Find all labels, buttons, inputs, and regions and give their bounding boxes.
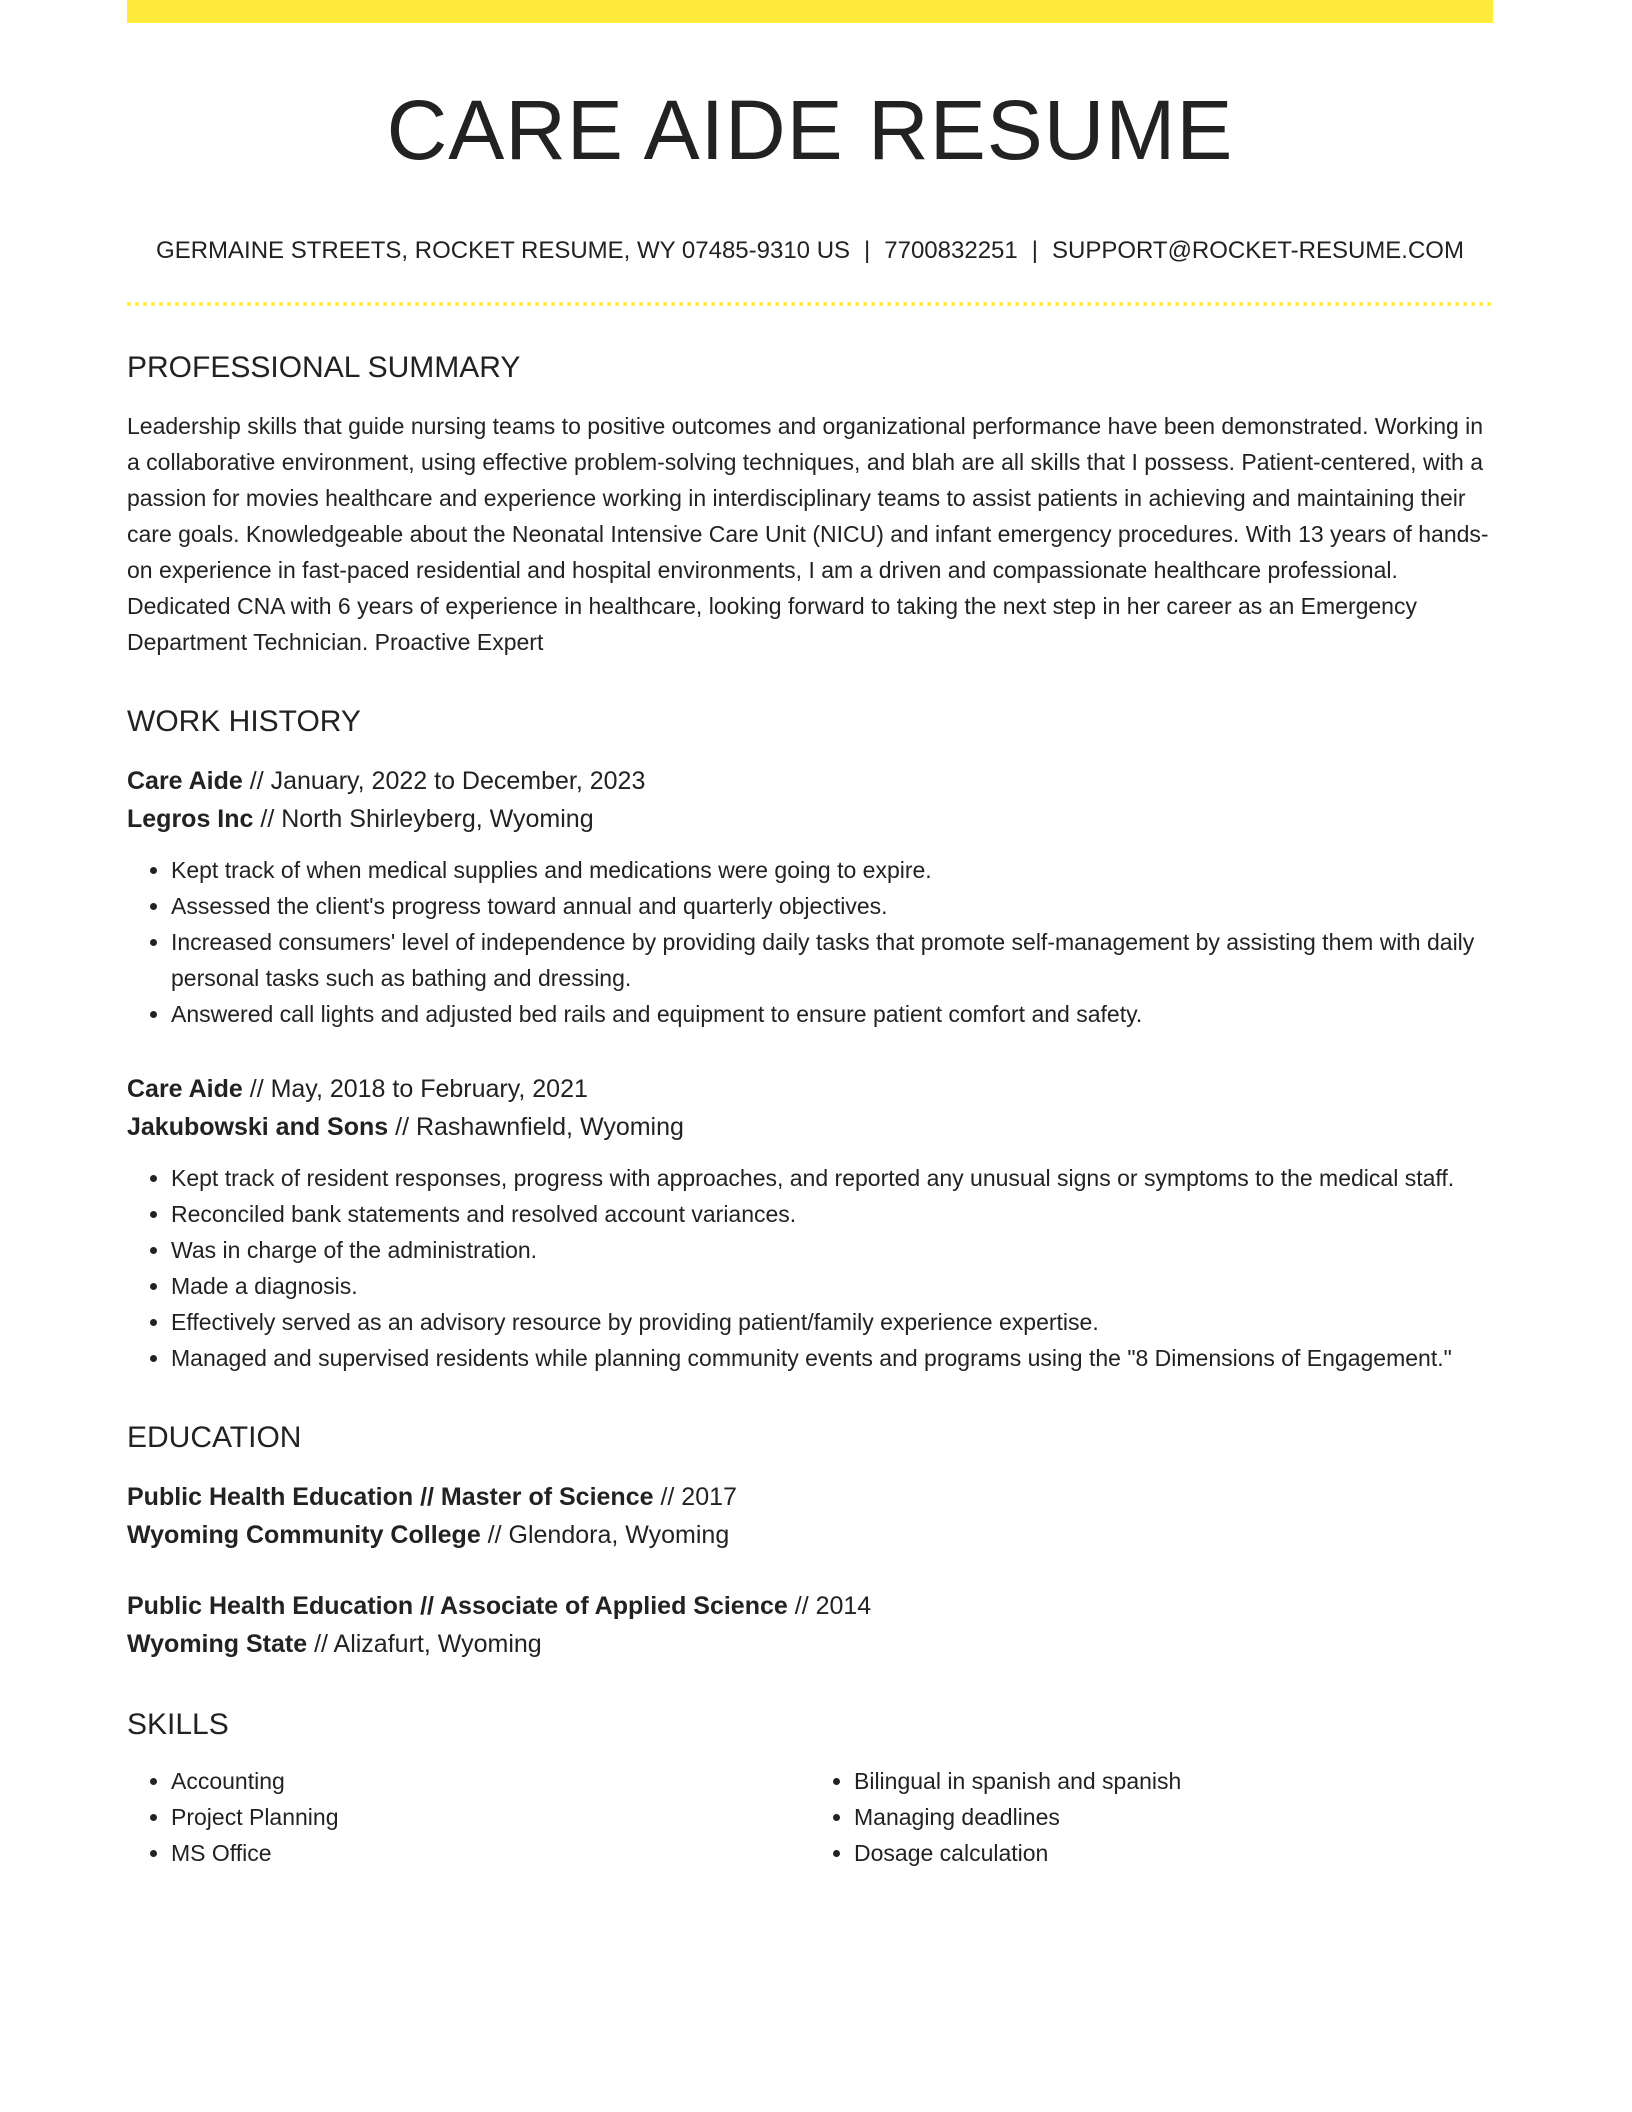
education-school-line xyxy=(127,1516,1493,1554)
job-company: Legros Inc xyxy=(127,804,254,833)
job-bullet: • Kept track of when medical supplies and medications were going to expire. xyxy=(171,852,1493,888)
education-school-line xyxy=(127,1625,1493,1663)
job-bullet: • Was in charge of the administration. xyxy=(171,1232,1493,1268)
job-company-line xyxy=(127,1108,1493,1146)
skill-item: • MS Office xyxy=(171,1835,810,1871)
section-title-skills: SKILLS xyxy=(127,1707,229,1741)
contact-line xyxy=(127,237,1493,266)
skills-column-left xyxy=(127,1763,810,1871)
skill-item: • Bilingual in spanish and spanish xyxy=(854,1763,1493,1799)
skills-list xyxy=(127,1763,1493,1871)
job-title-line xyxy=(127,762,1493,800)
job-entry xyxy=(127,762,1493,1032)
education-location: // Glendora, Wyoming xyxy=(480,1520,730,1549)
job-bullet: • Kept track of resident responses, progress with approaches, and reported any unusual signs or symptoms to the medical staff. xyxy=(171,1160,1493,1196)
accent-top-bar xyxy=(127,0,1493,23)
job-bullet: • Effectively served as an advisory resource by providing patient/family experience expertise. xyxy=(171,1304,1493,1340)
skill-item: • Project Planning xyxy=(171,1799,810,1835)
education-degree: Public Health Education // Master of Science xyxy=(127,1482,654,1511)
education-location: // Alizafurt, Wyoming xyxy=(307,1629,542,1658)
resume-page xyxy=(127,0,1493,1871)
job-title-line xyxy=(127,1070,1493,1108)
contact-email: SUPPORT@ROCKET-RESUME.COM xyxy=(1051,236,1464,264)
section-title-work-history: WORK HISTORY xyxy=(127,704,361,738)
skill-item: • Managing deadlines xyxy=(854,1799,1493,1835)
job-location: // Rashawnfield, Wyoming xyxy=(388,1112,684,1141)
job-bullet: • Answered call lights and adjusted bed rails and equipment to ensure patient comfort and safety. xyxy=(171,996,1493,1032)
education-year: // 2017 xyxy=(653,1482,737,1511)
skill-item: • Dosage calculation xyxy=(854,1835,1493,1871)
contact-separator: | xyxy=(1031,236,1038,264)
job-bullet: • Managed and supervised residents while planning community events and programs using the "8 Dimensions of Engagement." xyxy=(171,1340,1493,1376)
education-entry xyxy=(127,1587,1493,1663)
education-year: // 2014 xyxy=(787,1591,872,1620)
job-bullets xyxy=(127,1160,1493,1376)
education-school: Wyoming Community College xyxy=(127,1520,481,1549)
job-location: // North Shirleyberg, Wyoming xyxy=(253,804,594,833)
dotted-divider xyxy=(127,302,1493,306)
education-degree-line xyxy=(127,1587,1493,1625)
job-bullet: • Reconciled bank statements and resolved account variances. xyxy=(171,1196,1493,1232)
summary-text: Leadership skills that guide nursing teams to positive outcomes and organizational performance have been demonstrated. Working in a collaborative environment, using effective problem-solving techniques, and blah are all skills that I possess. Patient-centered, with a passion for movies healthcare and experience working in interdisciplinary teams to assist patients in achieving and maintaining their care goals. Knowledgeable about the Neonatal Intensive Care Unit (NICU) and infant emergency procedures. With 13 years of hands-on experience in fast-paced residential and hospital environments, I am a driven and compassionate healthcare professional. Dedicated CNA with 6 years of experience in healthcare, looking forward to taking the next step in her career as an Emergency Department Technician. Proactive Expert xyxy=(127,412,1489,655)
job-company-line xyxy=(127,800,1493,838)
job-entry xyxy=(127,1070,1493,1376)
skill-item: • Accounting xyxy=(171,1763,810,1799)
job-company: Jakubowski and Sons xyxy=(127,1112,389,1141)
contact-phone: 7700832251 xyxy=(884,236,1018,264)
job-bullet: • Made a diagnosis. xyxy=(171,1268,1493,1304)
contact-separator: | xyxy=(864,236,871,264)
education-degree-line xyxy=(127,1478,1493,1516)
job-dates: // May, 2018 to February, 2021 xyxy=(242,1074,588,1103)
section-title-education: EDUCATION xyxy=(127,1420,302,1454)
job-bullet: • Assessed the client's progress toward annual and quarterly objectives. xyxy=(171,888,1493,924)
education-school: Wyoming State xyxy=(127,1629,308,1658)
job-dates: // January, 2022 to December, 2023 xyxy=(242,766,646,795)
job-bullets xyxy=(127,852,1493,1032)
skills-column-right xyxy=(810,1763,1493,1871)
job-bullet: • Increased consumers' level of independence by providing daily tasks that promote self-management by assisting them with daily personal tasks such as bathing and dressing. xyxy=(171,924,1493,996)
section-title-summary: PROFESSIONAL SUMMARY xyxy=(127,350,521,384)
job-role: Care Aide xyxy=(127,1074,243,1103)
education-degree: Public Health Education // Associate of Applied Science xyxy=(127,1591,788,1620)
contact-address: GERMAINE STREETS, ROCKET RESUME, WY 07485-9310 US xyxy=(156,236,851,264)
job-role: Care Aide xyxy=(127,766,243,795)
resume-title: CARE AIDE RESUME xyxy=(386,83,1234,177)
education-entry xyxy=(127,1478,1493,1554)
